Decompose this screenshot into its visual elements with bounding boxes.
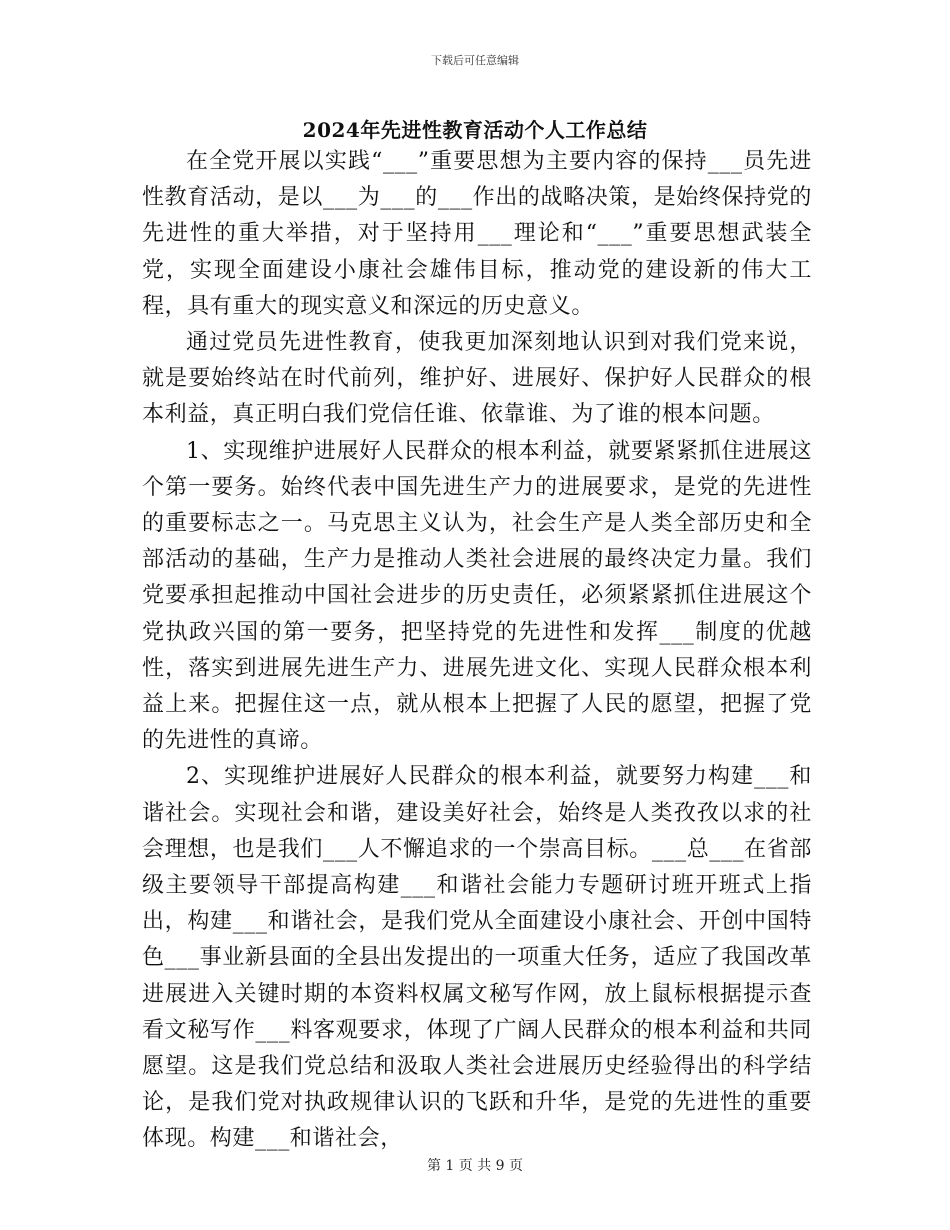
document-title: 2024年先进性教育活动个人工作总结 (302, 118, 648, 142)
page-number: 第 1 页 共 9 页 (426, 1158, 524, 1174)
paragraph-education: 通过党员先进性教育，使我更加深刻地认识到对我们党来说，就是要始终站在时代前列，维护好、进展好、保护好人民群众的根本利益，真正明白我们党信任谁、依靠谁、为了谁的根本问题。 (142, 330, 812, 428)
paragraph-point-1: 1、实现维护进展好人民群众的根本利益，就要紧紧抓住进展这个第一要务。始终代表中国先进生产力的进展要求，是党的先进性的重要标志之一。马克思主义认为，社会生产是人类全部历史和全部活动的基础，生产力是推动人类社会进展的最终决定力量。我们党要承担起推动中国社会进步的历史责任，必须紧紧抓住进展这个党执政兴国的第一要务，把坚持党的先进性和发挥___制度的优越性，落实到进展先进生产力、进展先进文化、实现人民群众根本利益上来。把握住这一点，就从根本上把握了人民的愿望，把握了党的先进性的真谛。 (142, 438, 812, 754)
paragraph-intro: 在全党开展以实践“___”重要思想为主要内容的保持___员先进性教育活动，是以___为___的___作出的战略决策，是始终保持党的先进性的重大举措，对于坚持用___理论和“___”重要思想武装全党，实现全面建设小康社会雄伟目标，推动党的建设新的伟大工程，具有重大的现实意义和深远的历史意义。 (142, 149, 812, 319)
document-body (142, 144, 812, 1158)
header-note: 下载后可任意编辑 (431, 54, 519, 67)
paragraph-point-2: 2、实现维护进展好人民群众的根本利益，就要努力构建___和谐社会。实现社会和谐，建设美好社会，始终是人类孜孜以求的社会理想，也是我们___人不懈追求的一个崇高目标。___总___在省部级主要领导干部提高构建___和谐社会能力专题研讨班开班式上指出，构建___和谐社会，是我们党从全面建设小康社会、开创中国特色___事业新县面的全县出发提出的一项重大任务，适应了我国改革进展进入关键时期的本资料权属文秘写作网，放上鼠标根据提示查看文秘写作___料客观要求，体现了广阔人民群众的根本利益和共同愿望。这是我们党总结和汲取人类社会进展历史经验得出的科学结论，是我们党对执政规律认识的飞跃和升华，是党的先进性的重要体现。构建___和谐社会， (142, 764, 812, 1152)
